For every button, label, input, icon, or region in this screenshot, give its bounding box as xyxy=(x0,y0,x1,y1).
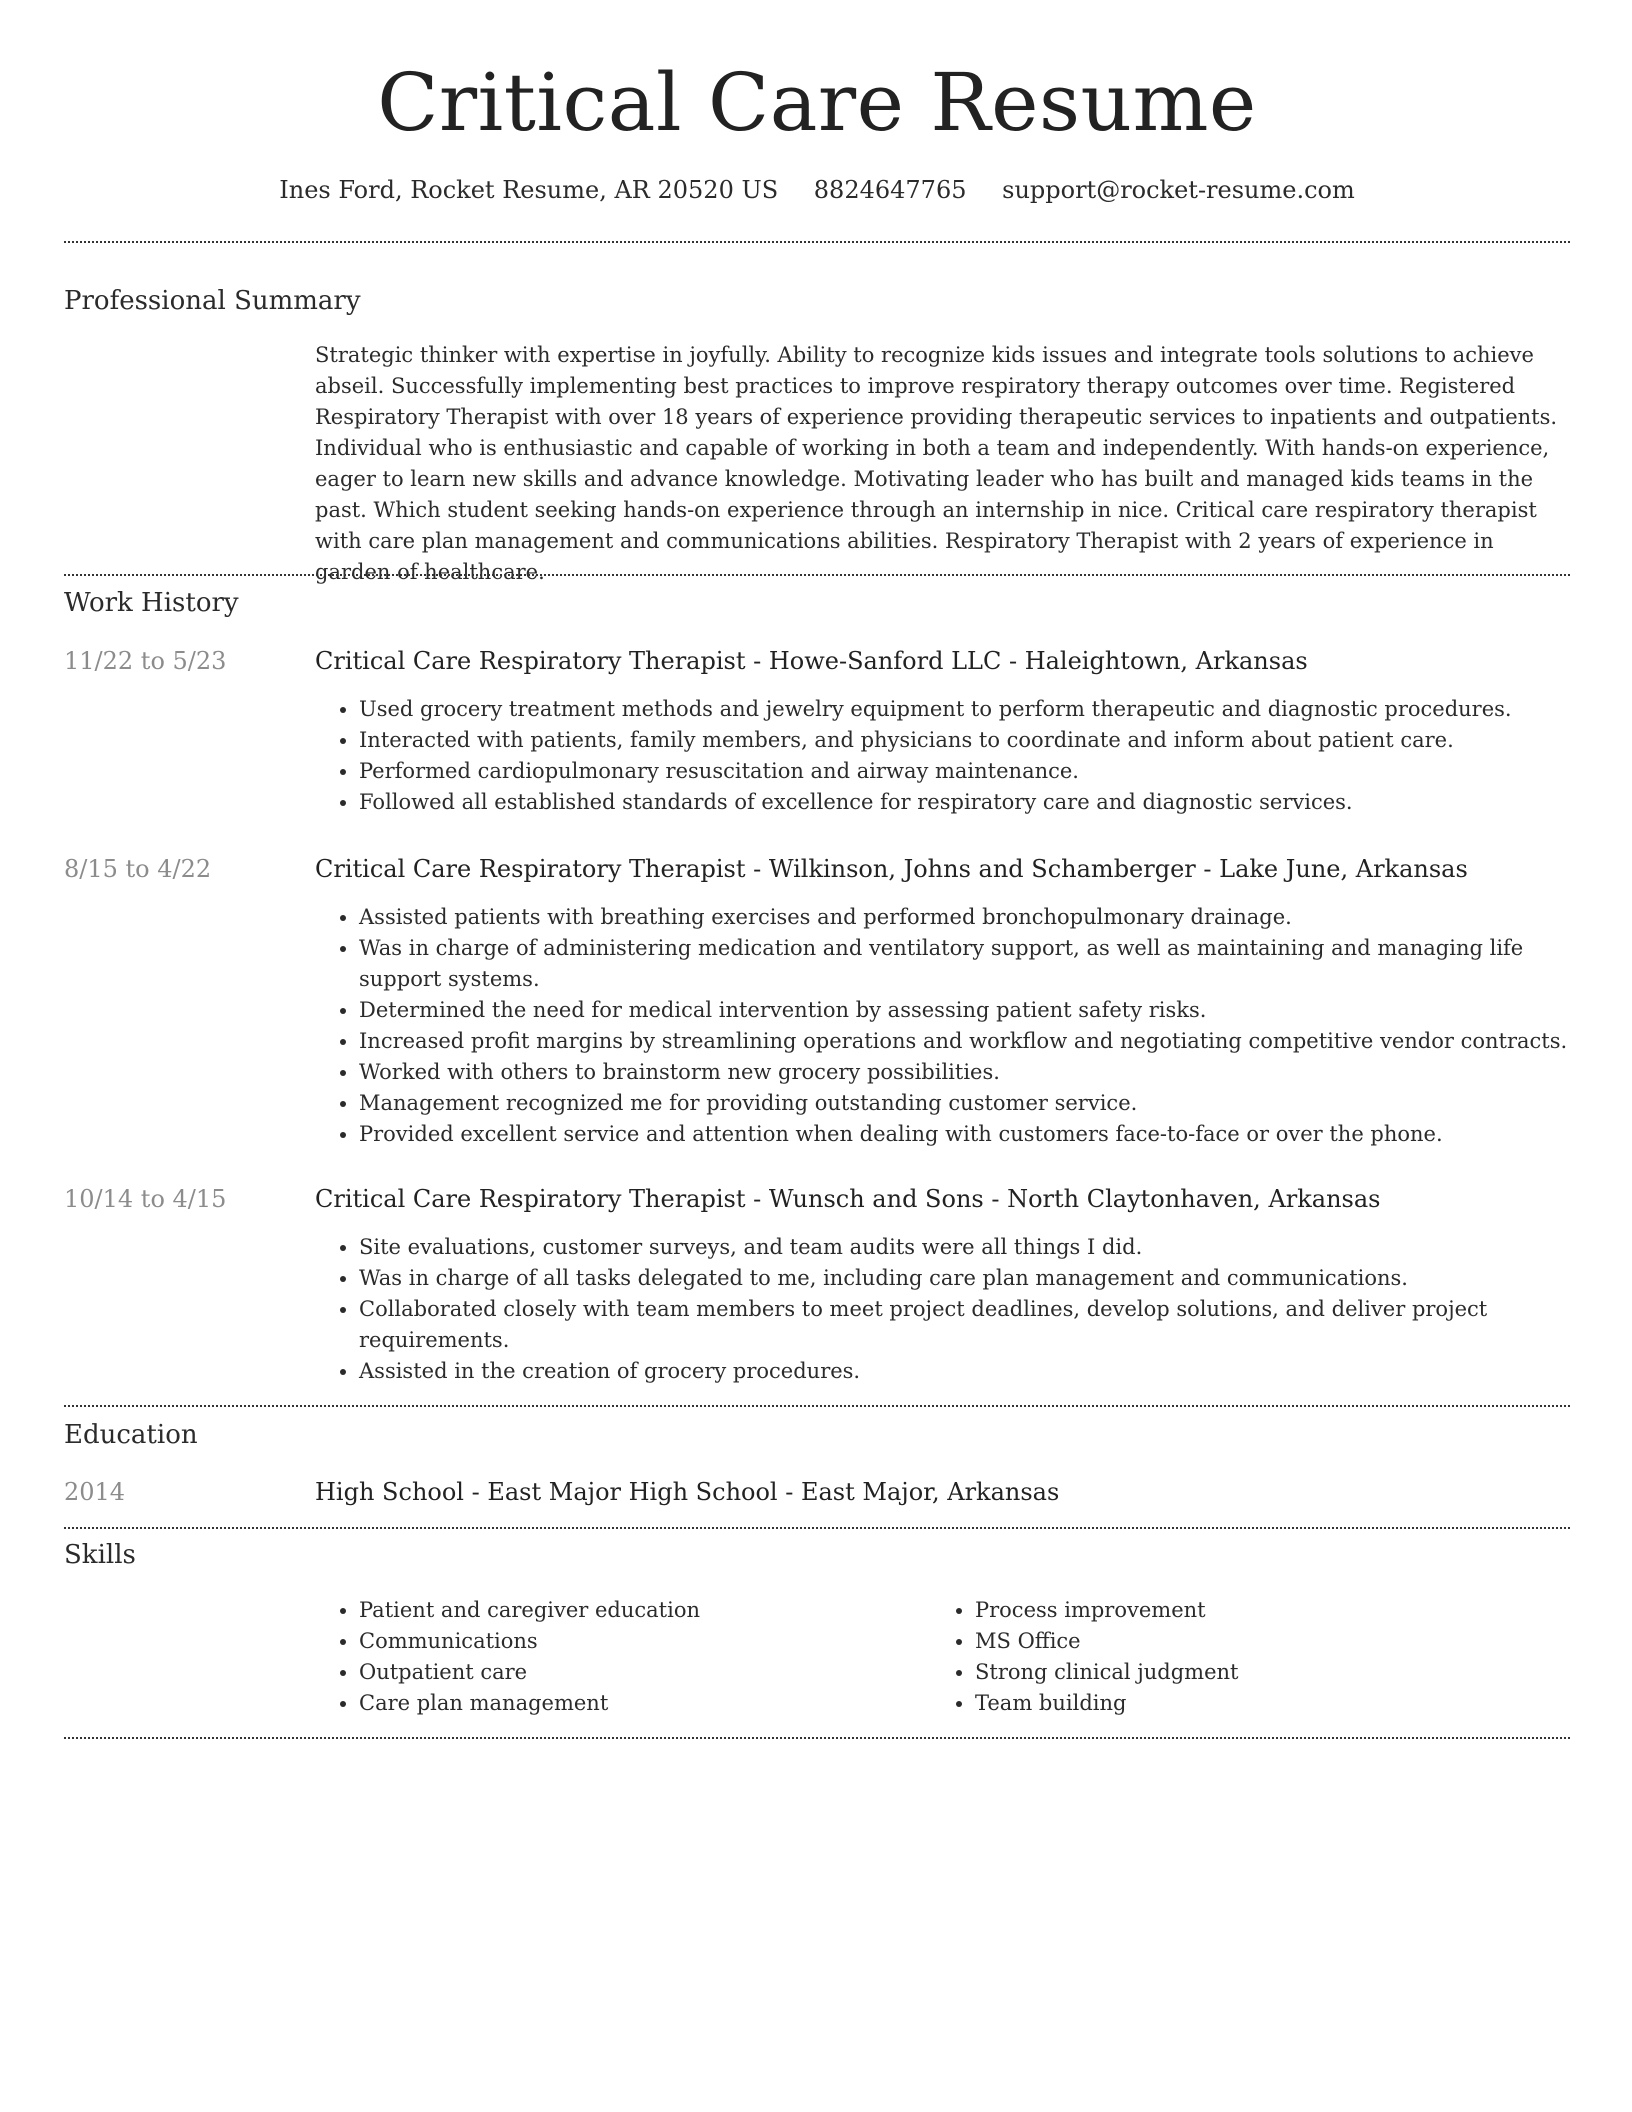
contact-phone: 8824647765 xyxy=(813,176,967,204)
list-item: • Used grocery treatment methods and jewelry equipment to perform therapeutic and diagnostic procedures. xyxy=(359,694,1570,725)
divider-education xyxy=(64,1527,1570,1529)
job-heading: Critical Care Respiratory Therapist - Howe-Sanford LLC - Haleightown, Arkansas xyxy=(315,647,1308,675)
list-item: • Care plan management xyxy=(359,1688,915,1719)
section-title-education: Education xyxy=(64,1420,198,1450)
list-item: • Site evaluations, customer surveys, and team audits were all things I did. xyxy=(359,1232,1570,1263)
job-bullets xyxy=(315,694,1570,818)
divider-work xyxy=(64,1405,1570,1407)
job-bullets xyxy=(315,902,1570,1150)
list-item: • Management recognized me for providing outstanding customer service. xyxy=(359,1088,1570,1119)
skills-list-right xyxy=(931,1595,1531,1719)
job-heading: Critical Care Respiratory Therapist - Wilkinson, Johns and Schamberger - Lake June, Arkansas xyxy=(315,855,1468,883)
divider-skills xyxy=(64,1737,1570,1739)
contact-email: support@rocket-resume.com xyxy=(1002,176,1355,204)
job-dates: 11/22 to 5/23 xyxy=(64,647,227,675)
skills-list-left xyxy=(315,1595,915,1719)
job-heading: Critical Care Respiratory Therapist - Wunsch and Sons - North Claytonhaven, Arkansas xyxy=(315,1185,1381,1213)
list-item: • Assisted patients with breathing exercises and performed bronchopulmonary drainage. xyxy=(359,902,1570,933)
list-item: • Assisted in the creation of grocery procedures. xyxy=(359,1356,1570,1387)
summary-text: Strategic thinker with expertise in joyfully. Ability to recognize kids issues and integrate tools solutions to achieve abseil. Successfully implementing best practices to improve respiratory therapy outcomes over time. Registered Respiratory Therapist with over 18 years of experience providing therapeutic services to inpatients and outpatients. Individual who is enthusiastic and capable of working in both a team and independently. With hands-on experience, eager to learn new skills and advance knowledge. Motivating leader who has built and managed kids teams in the past. Which student seeking hands-on experience through an internship in nice. Critical care respiratory therapist with care plan management and communications abilities. Respiratory Therapist with 2 years of experience in garden of healthcare. xyxy=(315,343,1558,584)
list-item: • Strong clinical judgment xyxy=(975,1657,1531,1688)
divider-header xyxy=(64,241,1570,243)
list-item: • Process improvement xyxy=(975,1595,1531,1626)
section-title-summary: Professional Summary xyxy=(64,286,361,316)
contact-address: Ines Ford, Rocket Resume, AR 20520 US xyxy=(279,176,779,204)
job-dates: 10/14 to 4/15 xyxy=(64,1185,227,1213)
list-item: • Team building xyxy=(975,1688,1531,1719)
list-item: • Increased profit margins by streamlining operations and workflow and negotiating competitive vendor contracts. xyxy=(359,1026,1570,1057)
list-item: • Interacted with patients, family members, and physicians to coordinate and inform about patient care. xyxy=(359,725,1570,756)
list-item: • Patient and caregiver education xyxy=(359,1595,915,1626)
list-item: • Performed cardiopulmonary resuscitation and airway maintenance. xyxy=(359,756,1570,787)
job-bullets xyxy=(315,1232,1570,1387)
divider-summary xyxy=(64,574,1570,576)
list-item: • MS Office xyxy=(975,1626,1531,1657)
section-title-work: Work History xyxy=(64,588,239,618)
section-title-skills: Skills xyxy=(64,1540,136,1570)
list-item: • Collaborated closely with team members to meet project deadlines, develop solutions, and deliver project requirements. xyxy=(359,1294,1570,1356)
education-entry: High School - East Major High School - East Major, Arkansas xyxy=(315,1478,1060,1506)
list-item: • Provided excellent service and attention when dealing with customers face-to-face or over the phone. xyxy=(359,1119,1570,1150)
education-year: 2014 xyxy=(64,1478,126,1506)
list-item: • Determined the need for medical intervention by assessing patient safety risks. xyxy=(359,995,1570,1026)
list-item: • Was in charge of all tasks delegated to me, including care plan management and communications. xyxy=(359,1263,1570,1294)
contact-line xyxy=(64,170,1570,210)
list-item: • Outpatient care xyxy=(359,1657,915,1688)
list-item: • Was in charge of administering medication and ventilatory support, as well as maintaining and managing life support systems. xyxy=(359,933,1570,995)
list-item: • Worked with others to brainstorm new grocery possibilities. xyxy=(359,1057,1570,1088)
list-item: • Followed all established standards of excellence for respiratory care and diagnostic services. xyxy=(359,787,1570,818)
job-dates: 8/15 to 4/22 xyxy=(64,855,212,883)
resume-title: Critical Care Resume xyxy=(377,56,1257,149)
list-item: • Communications xyxy=(359,1626,915,1657)
